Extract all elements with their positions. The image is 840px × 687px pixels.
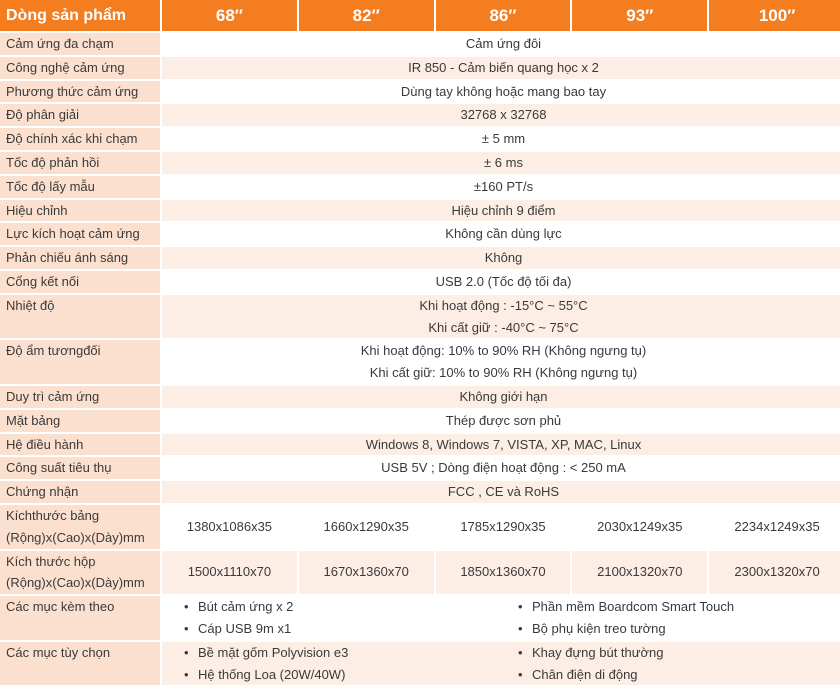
bullet-icon: • bbox=[518, 644, 523, 660]
list-item bbox=[518, 596, 840, 618]
spec-row-board-size bbox=[0, 504, 840, 550]
list-item bbox=[184, 596, 496, 618]
header-size-68: 68″ bbox=[161, 0, 298, 32]
spec-row-accuracy bbox=[0, 127, 840, 151]
spec-row-certification bbox=[0, 480, 840, 504]
list-item bbox=[184, 664, 496, 686]
row-value bbox=[161, 641, 840, 687]
list-item bbox=[518, 618, 840, 640]
board-size-100: 2234x1249x35 bbox=[708, 504, 840, 550]
optional-item-text: Khay đựng bút thường bbox=[532, 644, 664, 660]
row-value: USB 5V ; Dòng điện hoạt động : < 250 mA bbox=[161, 456, 840, 480]
row-label bbox=[0, 550, 161, 596]
spec-row-sampling bbox=[0, 175, 840, 199]
optional-item-text: Bề mặt gốm Polyvision e3 bbox=[198, 644, 349, 660]
spec-row-included bbox=[0, 595, 840, 641]
included-list-right bbox=[496, 596, 840, 640]
row-label: Các mục tùy chọn bbox=[0, 641, 161, 687]
bullet-icon: • bbox=[184, 644, 189, 660]
spec-row-temperature bbox=[0, 294, 840, 340]
optional-list-right bbox=[496, 642, 840, 686]
row-label: Độ ẩm tươngđối bbox=[0, 339, 161, 385]
included-item-text: Phần mềm Boardcom Smart Touch bbox=[532, 599, 735, 615]
row-value bbox=[161, 339, 840, 385]
row-label: Cổng kết nối bbox=[0, 270, 161, 294]
spec-row-calibration bbox=[0, 199, 840, 223]
row-label: Tốc độ lấy mẫu bbox=[0, 175, 161, 199]
row-label: Mặt bảng bbox=[0, 409, 161, 433]
board-size-68: 1380x1086x35 bbox=[161, 504, 298, 550]
row-label: Phương thức cảm ứng bbox=[0, 80, 161, 104]
spec-row-touch-tech bbox=[0, 56, 840, 80]
header-size-82: 82″ bbox=[298, 0, 435, 32]
row-value: Không giới hạn bbox=[161, 385, 840, 409]
row-label: Nhiệt độ bbox=[0, 294, 161, 340]
row-label: Độ phân giải bbox=[0, 103, 161, 127]
list-item bbox=[518, 664, 840, 686]
header-size-100: 100″ bbox=[708, 0, 840, 32]
box-size-label: Kích thước hộp bbox=[6, 553, 96, 569]
spec-row-box-size bbox=[0, 550, 840, 596]
row-value: Không cần dùng lực bbox=[161, 222, 840, 246]
bullet-icon: • bbox=[518, 620, 523, 636]
row-value bbox=[161, 294, 840, 340]
included-item-text: Cáp USB 9m x1 bbox=[198, 620, 292, 636]
spec-row-multitouch bbox=[0, 32, 840, 56]
row-value: ±160 PT/s bbox=[161, 175, 840, 199]
board-size-label: Kíchthước bảng bbox=[6, 507, 100, 523]
box-size-86: 1850x1360x70 bbox=[435, 550, 572, 596]
temperature-storage: Khi cất giữ : -40°C ~ 75°C bbox=[428, 319, 579, 335]
humidity-storage: Khi cất giữ: 10% to 90% RH (Không ngưng tụ) bbox=[369, 365, 638, 381]
row-label: Phản chiếu ánh sáng bbox=[0, 246, 161, 270]
box-size-82: 1670x1360x70 bbox=[298, 550, 435, 596]
row-label: Hệ điều hành bbox=[0, 433, 161, 457]
board-size-82: 1660x1290x35 bbox=[298, 504, 435, 550]
spec-row-touch-life bbox=[0, 385, 840, 409]
box-size-93: 2100x1320x70 bbox=[571, 550, 708, 596]
row-label: Công suất tiêu thụ bbox=[0, 456, 161, 480]
row-value: IR 850 - Cảm biến quang học x 2 bbox=[161, 56, 840, 80]
row-value: ± 6 ms bbox=[161, 151, 840, 175]
optional-item-text: Hệ thống Loa (20W/40W) bbox=[198, 666, 346, 682]
spec-row-os bbox=[0, 433, 840, 457]
bullet-icon: • bbox=[184, 620, 189, 636]
included-list-left bbox=[162, 596, 496, 640]
optional-item-text: Chân điện di động bbox=[532, 666, 638, 682]
spec-row-activation-force bbox=[0, 222, 840, 246]
spec-row-touch-method bbox=[0, 80, 840, 104]
bullet-icon: • bbox=[184, 666, 189, 682]
optional-list-left bbox=[162, 642, 496, 686]
header-size-86: 86″ bbox=[435, 0, 572, 32]
spec-row-response bbox=[0, 151, 840, 175]
spec-row-resolution bbox=[0, 103, 840, 127]
row-value: Dùng tay không hoặc mang bao tay bbox=[161, 80, 840, 104]
header-size-93: 93″ bbox=[571, 0, 708, 32]
spec-row-connection bbox=[0, 270, 840, 294]
row-label: Độ chính xác khi chạm bbox=[0, 127, 161, 151]
header-product-line: Dòng sản phẩm bbox=[0, 0, 161, 32]
board-size-86: 1785x1290x35 bbox=[435, 504, 572, 550]
included-items bbox=[162, 596, 840, 640]
included-item-text: Bộ phụ kiện treo tường bbox=[532, 620, 666, 636]
list-item bbox=[184, 642, 496, 664]
optional-items bbox=[162, 642, 840, 686]
row-label: Hiệu chỉnh bbox=[0, 199, 161, 223]
row-value: ± 5 mm bbox=[161, 127, 840, 151]
row-value: Hiệu chỉnh 9 điểm bbox=[161, 199, 840, 223]
row-value: Windows 8, Windows 7, VISTA, XP, MAC, Linux bbox=[161, 433, 840, 457]
row-label bbox=[0, 504, 161, 550]
row-value: USB 2.0 (Tốc độ tối đa) bbox=[161, 270, 840, 294]
temperature-operating: Khi hoạt động : -15°C ~ 55°C bbox=[419, 297, 588, 313]
row-value: Cảm ứng đôi bbox=[161, 32, 840, 56]
row-label: Tốc độ phản hồi bbox=[0, 151, 161, 175]
spec-row-surface bbox=[0, 409, 840, 433]
board-size-unit: (Rộng)x(Cao)x(Dày)mm bbox=[6, 529, 145, 545]
row-label: Lực kích hoạt cảm ứng bbox=[0, 222, 161, 246]
spec-row-light-reflection bbox=[0, 246, 840, 270]
bullet-icon: • bbox=[184, 599, 189, 615]
row-label: Các mục kèm theo bbox=[0, 595, 161, 641]
spec-row-power bbox=[0, 456, 840, 480]
box-size-68: 1500x1110x70 bbox=[161, 550, 298, 596]
spec-row-humidity bbox=[0, 339, 840, 385]
bullet-icon: • bbox=[518, 666, 523, 682]
row-label: Duy trì cảm ứng bbox=[0, 385, 161, 409]
row-value: Không bbox=[161, 246, 840, 270]
row-value: FCC , CE và RoHS bbox=[161, 480, 840, 504]
row-label: Công nghệ cảm ứng bbox=[0, 56, 161, 80]
box-size-100: 2300x1320x70 bbox=[708, 550, 840, 596]
header-row bbox=[0, 0, 840, 32]
row-value: 32768 x 32768 bbox=[161, 103, 840, 127]
included-item-text: Bút cảm ứng x 2 bbox=[198, 599, 294, 615]
spec-row-optional bbox=[0, 641, 840, 687]
bullet-icon: • bbox=[518, 599, 523, 615]
box-size-unit: (Rộng)x(Cao)x(Dày)mm bbox=[6, 575, 145, 591]
row-label: Chứng nhận bbox=[0, 480, 161, 504]
row-label: Cảm ứng đa chạm bbox=[0, 32, 161, 56]
humidity-operating: Khi hoạt động: 10% to 90% RH (Không ngưng tụ) bbox=[360, 343, 647, 359]
row-value: Thép được sơn phủ bbox=[161, 409, 840, 433]
board-size-93: 2030x1249x35 bbox=[571, 504, 708, 550]
list-item bbox=[518, 642, 840, 664]
row-value bbox=[161, 595, 840, 641]
list-item bbox=[184, 618, 496, 640]
